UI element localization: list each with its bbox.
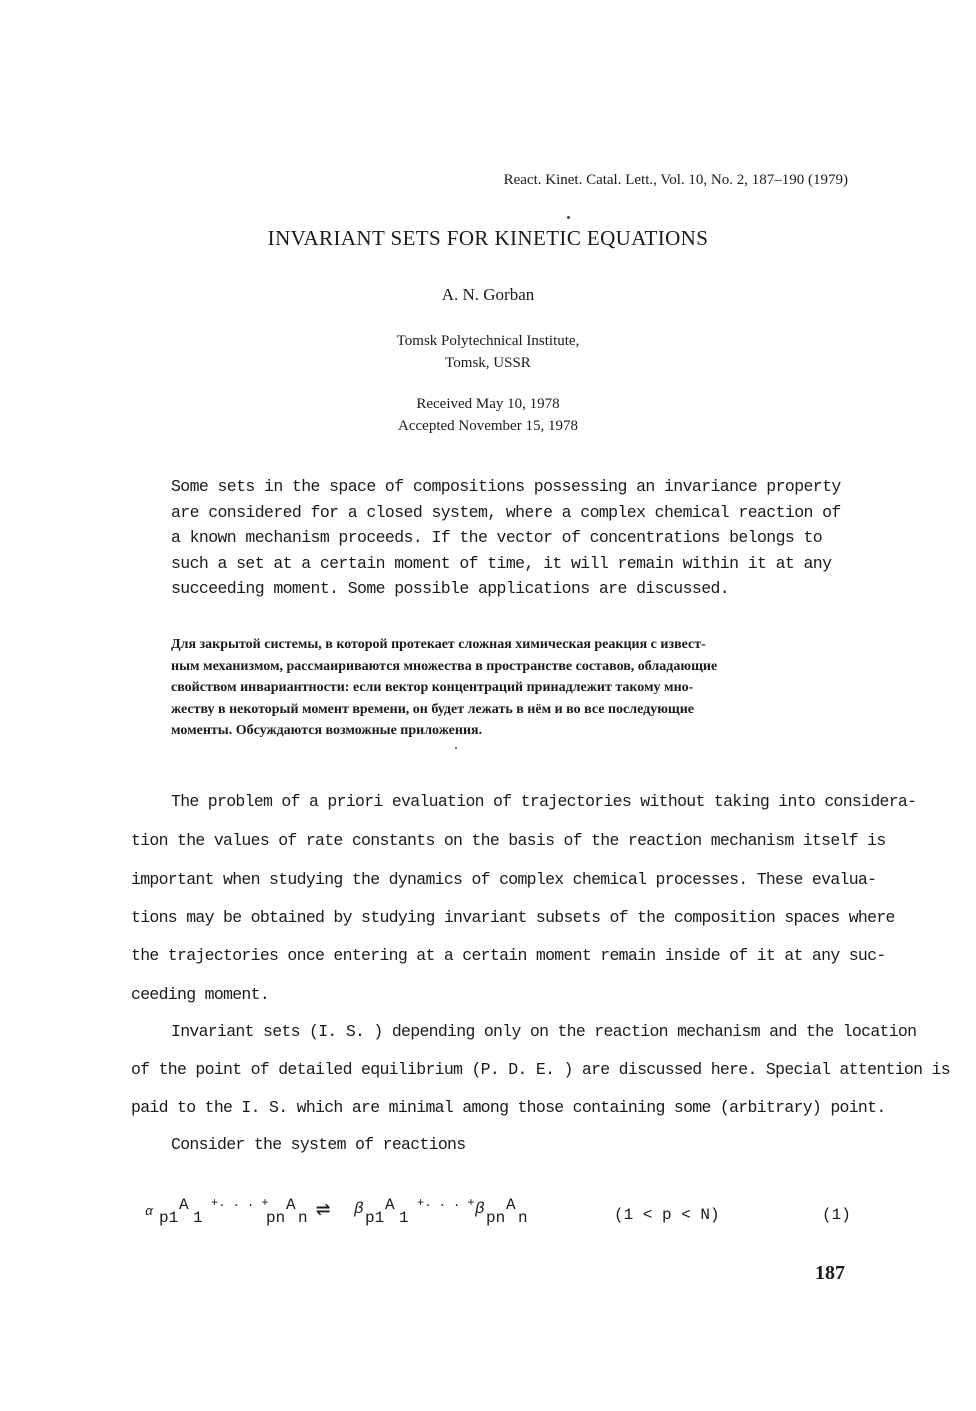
author-name: A. N. Gorban: [441, 285, 535, 304]
paper-title: INVARIANT SETS FOR KINETIC EQUATIONS: [267, 226, 709, 250]
subscript-pn-left: pn: [266, 1209, 286, 1227]
page-number: 187: [815, 1262, 845, 1284]
equation-condition: (1 < p < N): [614, 1206, 720, 1224]
abstract-line: such a set at a certain moment of time, it will remain within it at any: [171, 553, 832, 573]
subscript-p1-right: p1: [365, 1209, 385, 1227]
subscript-p1-left: p1: [159, 1209, 179, 1227]
abstract-english: [171, 474, 841, 602]
subscript-n-right: n: [518, 1209, 528, 1227]
abstract-russian: [171, 634, 851, 742]
subscript-n-left: n: [298, 1209, 308, 1227]
subscript-1-left: 1: [193, 1209, 203, 1227]
alpha-symbol: α: [145, 1204, 153, 1219]
body-line: ceeding moment.: [131, 985, 270, 1004]
submission-dates: [0, 393, 976, 437]
abstract-line: Some sets in the space of compositions possessing an invariance property: [171, 477, 841, 496]
ellipsis-plus-left: +. . . +: [211, 1196, 269, 1210]
body-line: tions may be obtained by studying invariant subsets of the composition spaces where: [131, 908, 895, 927]
equation-number: (1): [822, 1206, 851, 1224]
abstract-line: Для закрытой системы, в которой протекает сложная химическая реакция с извест-: [171, 637, 706, 652]
scan-speck: [455, 747, 457, 749]
species-A1-left: A: [179, 1196, 189, 1214]
scan-speck: [567, 216, 570, 219]
abstract-line: succeeding moment. Some possible applications are discussed.: [171, 579, 730, 598]
affiliation-line: Tomsk Polytechnical Institute,: [396, 333, 580, 349]
beta-symbol: β: [354, 1200, 364, 1218]
species-An-left: A: [286, 1196, 296, 1214]
ellipsis-plus-right: +. . . +: [417, 1196, 475, 1210]
journal-citation: React. Kinet. Catal. Lett., Vol. 10, No. 2, 187–190 (1979): [503, 172, 848, 188]
affiliation: [0, 330, 976, 374]
body-line: The problem of a priori evaluation of trajectories without taking into considera-: [171, 792, 917, 811]
body-line: of the point of detailed equilibrium (P. D. E. ) are discussed here. Special attention is: [131, 1060, 950, 1079]
body-paragraph-3: Consider the system of reactions: [171, 1135, 466, 1154]
beta-symbol: β: [475, 1200, 485, 1218]
species-An-right: A: [506, 1196, 516, 1214]
equilibrium-arrow-icon: ⇌: [316, 1197, 331, 1224]
affiliation-line: Tomsk, USSR: [445, 355, 531, 371]
body-line: Invariant sets (I. S. ) depending only on the reaction mechanism and the location: [171, 1022, 917, 1041]
body-line: important when studying the dynamics of complex chemical processes. These evalua-: [131, 870, 877, 889]
abstract-line: свойством инвариантности: если вектор концентраций принадлежит такому мно-: [171, 680, 694, 695]
abstract-line: ным механизмом, рассмаириваются множества в пространстве составов, обладающие: [171, 658, 718, 674]
subscript-pn-right: pn: [486, 1209, 506, 1227]
accepted-date: Accepted November 15, 1978: [398, 418, 578, 434]
abstract-line: моменты. Обсуждаются возможные приложения.: [171, 723, 483, 738]
subscript-1-right: 1: [399, 1209, 409, 1227]
abstract-line: are considered for a closed system, where a complex chemical reaction of: [171, 502, 841, 522]
body-line: paid to the I. S. which are minimal among those containing some (arbitrary) point.: [131, 1098, 886, 1117]
received-date: Received May 10, 1978: [416, 396, 560, 412]
abstract-line: a known mechanism proceeds. If the vector of concentrations belongs to: [171, 528, 823, 547]
body-line: tion the values of rate constants on the basis of the reaction mechanism itself is: [131, 831, 886, 850]
abstract-line: жеству в некоторый момент времени, он будет лежать в нём и во все последующие: [171, 701, 695, 717]
species-A1-right: A: [385, 1196, 395, 1214]
body-line: the trajectories once entering at a certain moment remain inside of it at any suc-: [131, 946, 886, 965]
